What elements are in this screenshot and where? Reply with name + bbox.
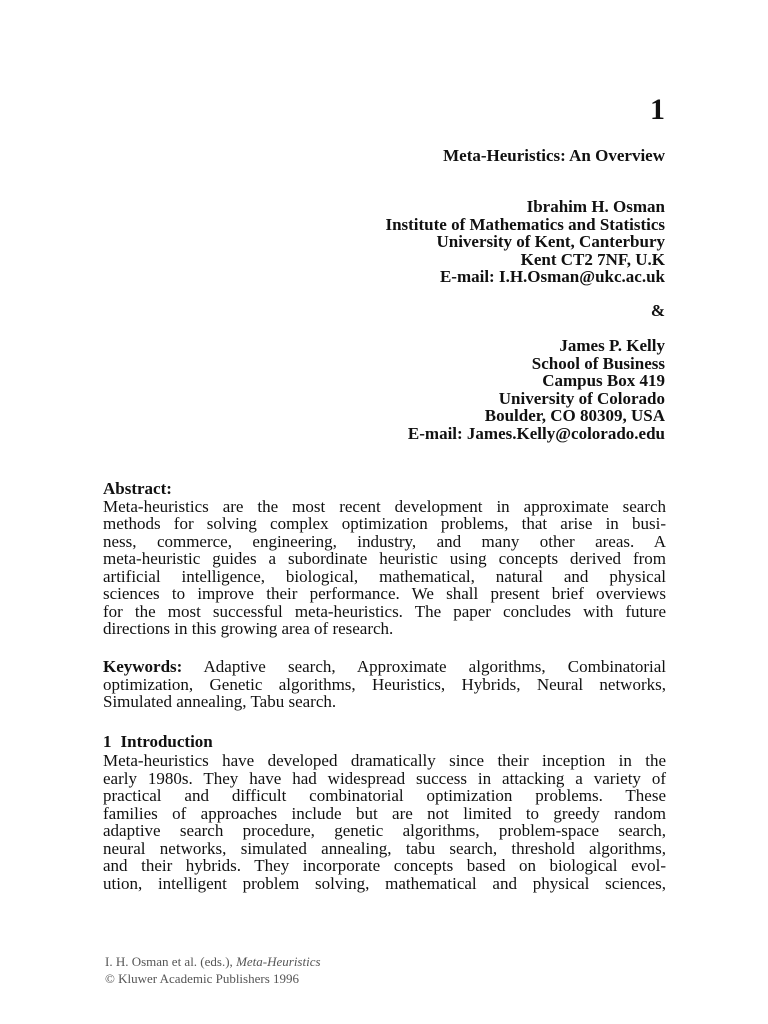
keywords-line: optimization, Genetic algorithms, Heuristics, Hybrids, Neural networks, bbox=[103, 674, 666, 694]
keywords-line bbox=[103, 658, 666, 676]
abstract-line: ness, commerce, engineering, industry, and many other areas. A bbox=[103, 531, 666, 551]
section-heading-introduction bbox=[103, 732, 213, 752]
footer-editors: I. H. Osman et al. (eds.), bbox=[105, 954, 233, 969]
abstract-section bbox=[103, 480, 666, 638]
footer-book-title: Meta-Heuristics bbox=[236, 954, 321, 969]
body-line: neural networks, simulated annealing, tabu search, threshold algorithms, bbox=[103, 838, 666, 858]
body-line: ution, intelligent problem solving, mathematical and physical sciences, bbox=[103, 873, 666, 893]
author-address: Boulder, CO 80309, USA bbox=[484, 406, 665, 425]
abstract-line: Meta-heuristics are the most recent development in approximate search bbox=[103, 496, 666, 516]
abstract-line: for the most successful meta-heuristics. The paper concludes with future bbox=[103, 601, 666, 621]
author-email: E-mail: I.H.Osman@ukc.ac.uk bbox=[439, 267, 665, 286]
abstract-body bbox=[103, 498, 666, 638]
abstract-line: artificial intelligence, biological, mathematical, natural and physical bbox=[103, 566, 666, 586]
author-email: E-mail: James.Kelly@colorado.edu bbox=[407, 423, 665, 443]
abstract-line: methods for solving complex optimization problems, that arise in busi- bbox=[103, 514, 666, 533]
author-affiliation: School of Business bbox=[531, 353, 665, 373]
abstract-line: sciences to improve their performance. We shall present brief overviews bbox=[103, 584, 666, 603]
footer-citation bbox=[105, 953, 321, 970]
section-number: 1 bbox=[103, 732, 112, 751]
author-affiliation: University of Colorado bbox=[498, 388, 665, 408]
chapter-number: 1 bbox=[650, 93, 665, 126]
body-line: families of approaches include but are not limited to greedy random bbox=[103, 803, 666, 823]
author-affiliation: University of Kent, Canterbury bbox=[436, 232, 665, 251]
footer-copyright: © Kluwer Academic Publishers 1996 bbox=[105, 971, 300, 986]
author-name: Ibrahim H. Osman bbox=[526, 197, 665, 216]
author-address: Kent CT2 7NF, U.K bbox=[520, 249, 665, 269]
body-line: adaptive search procedure, genetic algorithms, problem-space search, bbox=[103, 821, 666, 840]
body-line: and their hybrids. They incorporate concepts based on biological evol- bbox=[103, 856, 666, 875]
author-block-osman bbox=[385, 198, 665, 286]
body-line: Meta-heuristics have developed dramatically since their inception in the bbox=[103, 751, 666, 770]
page-footer bbox=[105, 953, 321, 987]
keywords-text: Adaptive search, Approximate algorithms, Combinatorial bbox=[182, 657, 666, 676]
abstract-line: directions in this growing area of research. bbox=[103, 619, 394, 638]
abstract-line: meta-heuristic guides a subordinate heuristic using concepts derived from bbox=[103, 549, 666, 568]
author-address: Campus Box 419 bbox=[542, 371, 665, 390]
introduction-body bbox=[103, 752, 666, 892]
body-line: practical and difficult combinatorial optimization problems. These bbox=[103, 786, 666, 805]
keywords-line: Simulated annealing, Tabu search. bbox=[103, 692, 337, 711]
author-affiliation: Institute of Mathematics and Statistics bbox=[385, 214, 665, 234]
abstract-heading: Abstract: bbox=[103, 479, 172, 498]
paper-title: Meta-Heuristics: An Overview bbox=[443, 146, 665, 165]
author-block-kelly bbox=[408, 337, 665, 442]
author-name: James P. Kelly bbox=[559, 336, 665, 355]
body-line: early 1980s. They have had widespread success in attacking a variety of bbox=[103, 768, 666, 788]
author-separator: & bbox=[650, 301, 665, 320]
keywords-section bbox=[103, 658, 666, 711]
keywords-label: Keywords: bbox=[103, 657, 183, 676]
section-title: Introduction bbox=[120, 732, 213, 751]
